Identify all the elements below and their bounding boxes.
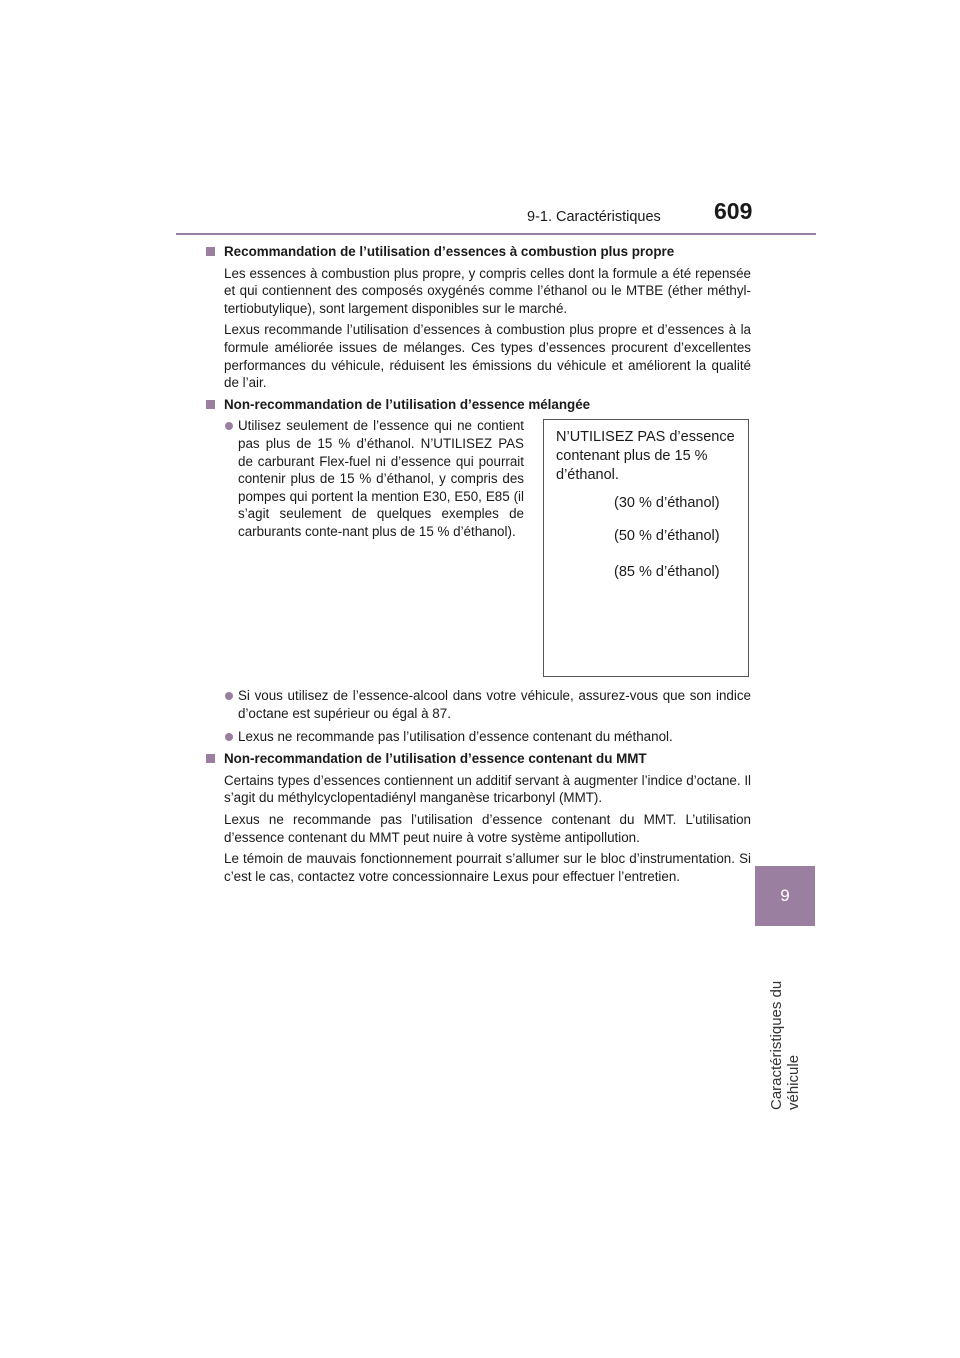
section-heading-blended-fuel: Non-recommandation de l’utilisation d’essence mélangée [206, 396, 751, 414]
figure-label-30: (30 % d’éthanol) [614, 495, 720, 512]
chapter-tab-label: Caractéristiques du véhicule [768, 980, 802, 1110]
figure-title: N’UTILISEZ PAS d’essence contenant plus de 15 % d’éthanol. [556, 429, 735, 484]
figure-label-85: (85 % d’éthanol) [614, 564, 720, 581]
section-heading-clean-fuel: Recommandation de l’utilisation d’essences à combustion plus propre [206, 243, 751, 261]
bullet-item: Lexus ne recommande pas l’utilisation d’essence contenant du méthanol. [206, 728, 751, 746]
paragraph: Certains types d’essences contiennent un additif servant à augmenter l’indice d’octane. Il s’agit du méthylcyclopentadiényl manganèse tricarbonyl (MMT). [224, 772, 752, 806]
header-rule [176, 233, 816, 235]
square-bullet-icon [206, 754, 215, 763]
paragraph: Les essences à combustion plus propre, y compris celles dont la formule a été repensée et qui contiennent des composés oxygénés comme l’éthanol ou le MTBE (éther méthyl-tertiobutylique), sont largement disponibles sur le marché. [224, 265, 751, 316]
bullet-item: Utilisez seulement de l’essence qui ne contient pas plus de 15 % d’éthanol. N’UTILISEZ PAS de carburant Flex-fuel ni d’essence qui pourrait contenir plus de 15 % d’éthanol, y compris des pompes qui portent la mention E30, E50, E85 (il s’agit seulement de quelques exemples de carburants conte-nant plus de 15 % d’éthanol). [206, 417, 524, 672]
paragraph: Lexus ne recommande pas l’utilisation d’essence contenant du MMT. L’utilisation d’essence contenant du MMT peut nuire à votre système antipollution. [224, 811, 751, 845]
page-header [0, 0, 960, 240]
round-bullet-icon [225, 422, 233, 430]
section-heading-mmt: Non-recommandation de l’utilisation d’essence contenant du MMT [206, 750, 751, 768]
page-number: 609 [714, 198, 753, 224]
figure-label-50: (50 % d’éthanol) [614, 528, 720, 545]
bullet-with-figure [206, 417, 751, 677]
square-bullet-icon [206, 247, 215, 256]
square-bullet-icon [206, 400, 215, 409]
bullet-item: Si vous utilisez de l’essence-alcool dans votre véhicule, assurez-vous que son indice d’octane est supérieur ou égal à 87. [206, 687, 751, 722]
figure-ethanol-warning [543, 419, 749, 677]
paragraph: Lexus recommande l’utilisation d’essences à combustion plus propre et d’essences à la formule améliorée issues de mélanges. Ces types d’essences procurent d’excellentes performances du véhicule, réduisent les émissions du véhicule et améliorent la qualité de l’air. [224, 322, 751, 391]
round-bullet-icon [225, 733, 233, 741]
paragraph: Le témoin de mauvais fonctionnement pourrait s’allumer sur le bloc d’instrumentation. Si c’est le cas, contactez votre concessionnaire Lexus pour effectuer l’entretien. [224, 851, 751, 884]
round-bullet-icon [225, 692, 233, 700]
chapter-tab: 9 [755, 866, 815, 926]
page-content [206, 243, 751, 889]
section-title: 9-1. Caractéristiques [527, 209, 661, 225]
